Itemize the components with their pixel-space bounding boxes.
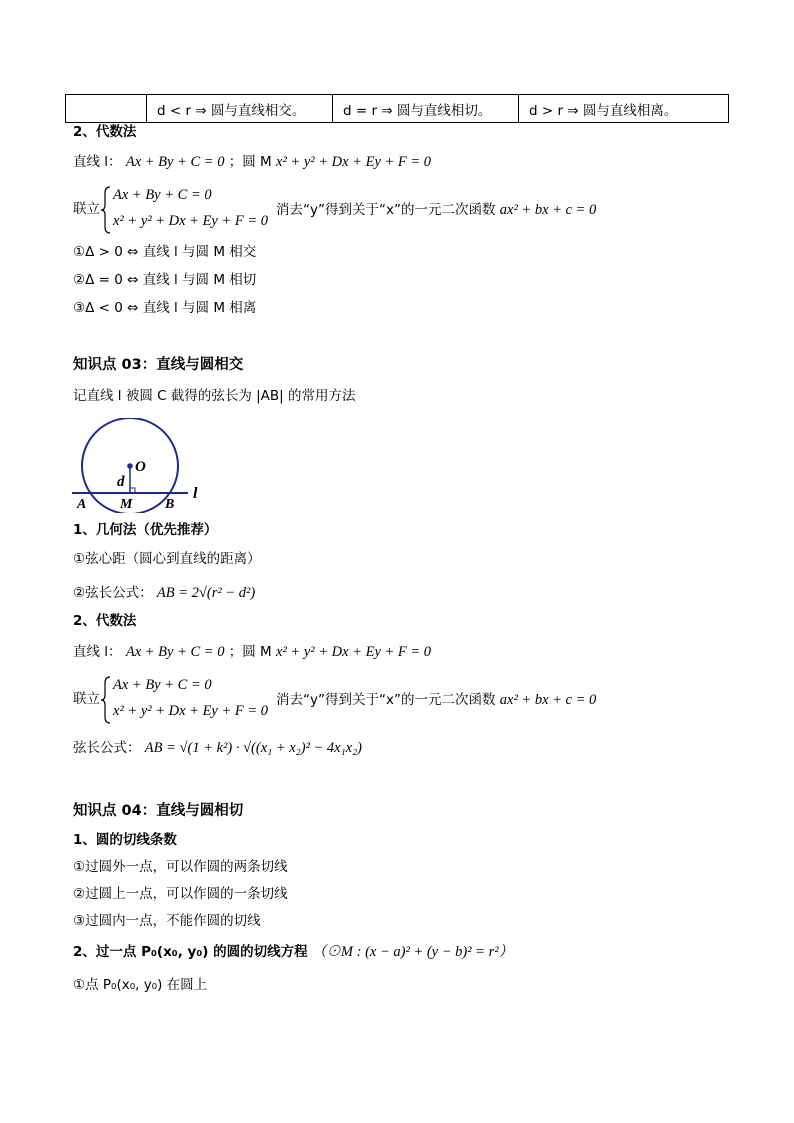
section-title-kp03: 知识点 03：直线与圆相交 xyxy=(73,357,244,373)
list-item: ③过圆内一点，不能作圆的切线 xyxy=(73,913,261,929)
line-label: 直线 l： xyxy=(73,154,122,170)
list-item: ①Δ > 0 ⇔ 直线 l 与圆 M 相交 xyxy=(73,244,257,260)
tangent-heading-text: 2、过一点 P₀(x₀, y₀) 的圆的切线方程 xyxy=(73,944,308,960)
circle-sep: ；圆 M xyxy=(228,644,272,660)
table-cell-empty xyxy=(66,95,147,123)
label-O: O xyxy=(135,459,146,475)
eliminate-label: 消去“y”得到关于“x”的一元二次函数 xyxy=(276,202,496,218)
geometry-heading: 1、几何法（优先推荐） xyxy=(73,522,218,538)
chord-formula-2: AB = √(1 + k²) · √((x₁ + x₂)² − 4x₁x₂) xyxy=(144,740,362,756)
table-cell-intersect: d < r ⇒ 圆与直线相交。 xyxy=(147,95,333,123)
label-d: d xyxy=(117,474,125,490)
chord-intro: 记直线 l 被圆 C 截得的弦长为 |AB| 的常用方法 xyxy=(73,388,356,404)
chord-formula-line xyxy=(73,585,255,602)
system-eq-1: Ax + By + C = 0 xyxy=(113,187,212,203)
circle-equation: x² + y² + Dx + Ey + F = 0 xyxy=(276,154,432,170)
relation-table xyxy=(65,94,729,123)
section-title-kp04: 知识点 04：直线与圆相切 xyxy=(73,803,244,819)
chord-formula-label: ②弦长公式： xyxy=(73,585,153,601)
circle-equation: x² + y² + Dx + Ey + F = 0 xyxy=(276,644,432,660)
list-item: ③Δ < 0 ⇔ 直线 l 与圆 M 相离 xyxy=(73,300,257,316)
eliminate-label: 消去“y”得到关于“x”的一元二次函数 xyxy=(276,692,496,708)
line-equation: Ax + By + C = 0 xyxy=(125,644,225,660)
label-l: l xyxy=(193,485,198,502)
tangent-equation-heading xyxy=(73,944,513,961)
line-label: 直线 l： xyxy=(73,644,122,660)
system-eq-2: x² + y² + Dx + Ey + F = 0 xyxy=(113,213,269,229)
joint-label: 联立 xyxy=(73,201,100,217)
label-B: B xyxy=(165,497,175,512)
circle-chord-figure xyxy=(68,418,208,513)
line-equation: Ax + By + C = 0 xyxy=(125,154,225,170)
list-item: ②过圆上一点，可以作圆的一条切线 xyxy=(73,886,288,902)
circle-sep: ；圆 M xyxy=(228,154,272,170)
eliminate-text xyxy=(276,202,596,219)
chord-formula: AB = 2√(r² − d²) xyxy=(156,585,256,601)
table-row xyxy=(66,95,729,123)
chord-formula-line-2 xyxy=(73,740,362,757)
tangent-count-heading: 1、圆的切线条数 xyxy=(73,832,177,848)
list-item: ①过圆外一点，可以作圆的两条切线 xyxy=(73,859,288,875)
table-cell-tangent: d = r ⇒ 圆与直线相切。 xyxy=(333,95,519,123)
list-item: ②Δ = 0 ⇔ 直线 l 与圆 M 相切 xyxy=(73,272,257,288)
quadratic-eq: ax² + bx + c = 0 xyxy=(499,202,597,218)
table-cell-separate: d > r ⇒ 圆与直线相离。 xyxy=(519,95,729,123)
point-on-circle: ①点 P₀(x₀, y₀) 在圆上 xyxy=(73,977,208,993)
joint-label: 联立 xyxy=(73,691,100,707)
line-definition xyxy=(73,644,431,661)
quadratic-eq: ax² + bx + c = 0 xyxy=(499,692,597,708)
tangent-circle-eq: （⊙M : (x − a)² + (y − b)² = r²） xyxy=(311,944,514,960)
algebra-heading: 2、代数法 xyxy=(73,613,137,629)
eliminate-text xyxy=(276,692,596,709)
algebra-heading: 2、代数法 xyxy=(73,124,137,140)
brace-icon xyxy=(100,676,112,724)
brace-icon xyxy=(100,186,112,234)
list-item: ①弦心距（圆心到直线的距离） xyxy=(73,551,261,567)
label-A: A xyxy=(77,497,87,512)
system-eq-1: Ax + By + C = 0 xyxy=(113,677,212,693)
line-definition xyxy=(73,154,431,171)
label-M: M xyxy=(120,497,133,512)
center-point xyxy=(127,463,133,469)
chord-formula-label: 弦长公式： xyxy=(73,740,141,756)
system-eq-2: x² + y² + Dx + Ey + F = 0 xyxy=(113,703,269,719)
